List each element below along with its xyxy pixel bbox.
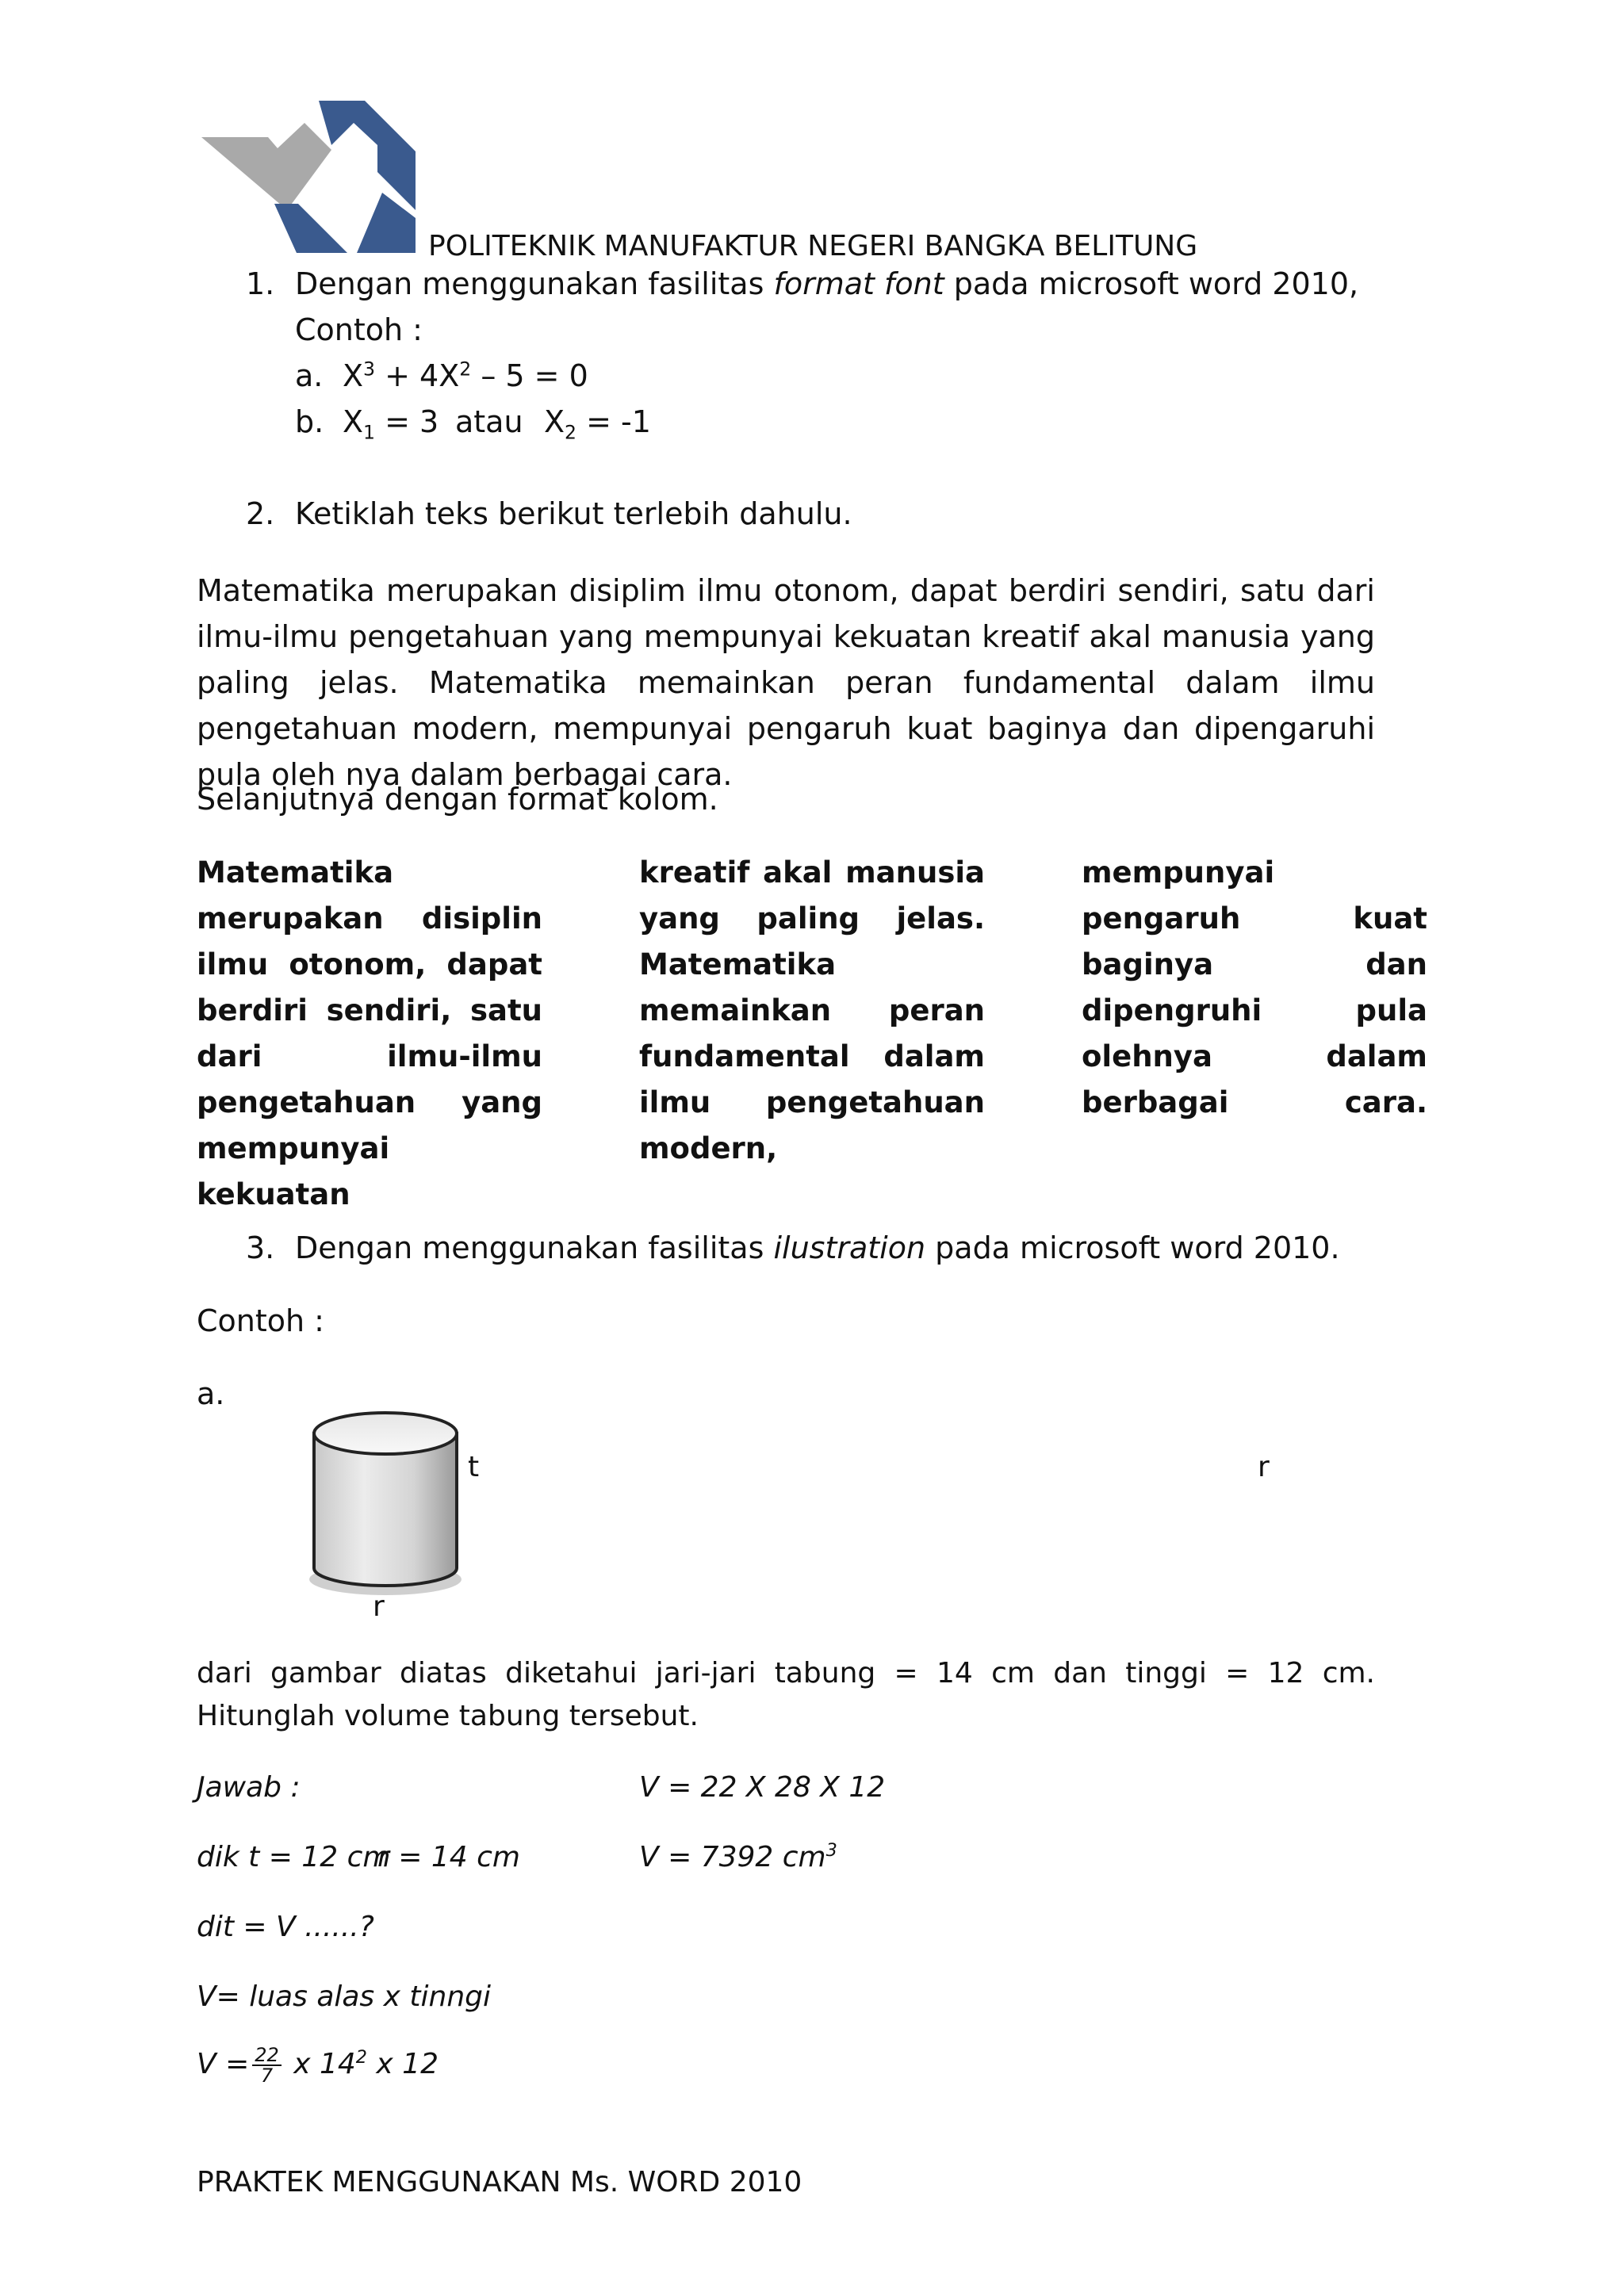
logo-blue-shape-bottom — [274, 204, 347, 253]
item1-b-equation2: $X_2 = -1$ — [544, 404, 651, 444]
item1-number: 1. — [246, 266, 275, 301]
answer-right-1: V = 22 X 28 X 12 — [639, 1771, 886, 1804]
item1-a-equation: $X^3 + 4X^2 - 5 = 0$ — [343, 358, 588, 393]
item1-a-label: a. — [295, 358, 324, 393]
fraction-22-7: $\frac{22}{7}$ — [252, 2045, 282, 2085]
cylinder-body — [314, 1433, 457, 1586]
item1-b-atau: atau — [455, 404, 523, 439]
cylinder-label-t: t — [468, 1451, 480, 1483]
item3-contoh: Contoh : — [197, 1303, 324, 1338]
answer-dit: dit = V ......? — [197, 1911, 374, 1943]
cylinder-top — [314, 1413, 457, 1454]
item3-a-label: a. — [197, 1376, 225, 1411]
cylinder-label-r-right: r — [1258, 1451, 1270, 1483]
answer-dik: dik t = 12 cm — [197, 1841, 391, 1873]
logo-blue-shape-corner — [357, 193, 416, 253]
item3-text: Dengan menggunakan fasilitas ilustration pada microsoft word 2010. — [295, 1230, 1340, 1265]
item2-text: Ketiklah teks berikut terlebih dahulu. — [295, 496, 852, 531]
answer-dik-r: r = 14 cm — [377, 1841, 520, 1873]
answer-calculation: V = $\frac{22}{7}$ x $14^2$ x 12 — [197, 2044, 439, 2087]
column-3: mempunyai pengaruh kuat baginya dan dipengruhi pula olehnya dalam berbagai cara. — [1082, 855, 1427, 1119]
item1-b-label: b. — [295, 404, 324, 439]
answer-formula: V= luas alas x tinngi — [197, 1980, 491, 2013]
item2-number: 2. — [246, 496, 275, 531]
logo-blue-shape-top — [319, 101, 416, 210]
institution-logo — [198, 99, 428, 258]
column-1: Matematika merupakan disiplin ilmu otonom, dapat berdiri sendiri, satu dari ilmu-ilmu pengetahuan yang mempunyai kekuatan — [197, 855, 542, 1211]
item2-selanjutnya: Selanjutnya dengan format kolom. — [197, 782, 718, 817]
item3-problem: dari gambar diatas diketahui jari-jari tabung = 14 cm dan tinggi = 12 cm. Hitunglah volume tabung tersebut. — [197, 1657, 1375, 1732]
cylinder-label-r-bottom: r — [373, 1590, 385, 1623]
header-institution: POLITEKNIK MANUFAKTUR NEGERI BANGKA BELITUNG — [428, 230, 1198, 262]
item3-number: 3. — [246, 1230, 275, 1265]
item1-b-equation: $X_1 = 3$ — [343, 404, 439, 444]
cylinder-illustration — [301, 1395, 476, 1601]
item2-paragraph: Matematika merupakan disiplim ilmu otonom, dapat berdiri sendiri, satu dari ilmu-ilmu pengetahuan yang mempunyai kekuatan kreatif akal manusia yang paling jelas. Matematika memainkan peran fundamental dalam ilmu pengetahuan modern, mempunyai pengaruh kuat baginya dan dipengaruhi pula oleh nya dalam berbagai cara. — [197, 573, 1375, 792]
answer-right-2: V = 7392 $cm^3$ — [639, 1840, 837, 1873]
page-footer: PRAKTEK MENGGUNAKAN Ms. WORD 2010 — [197, 2166, 802, 2198]
logo-gray-chevron — [201, 123, 331, 210]
column-2: kreatif akal manusia yang paling jelas. Matematika memainkan peran fundamental dalam ilmu pengetahuan modern, — [639, 855, 985, 1165]
answer-jawab: Jawab : — [197, 1771, 301, 1804]
item1-text: Dengan menggunakan fasilitas format font pada microsoft word 2010, — [295, 266, 1359, 301]
item1-contoh: Contoh : — [295, 312, 423, 347]
